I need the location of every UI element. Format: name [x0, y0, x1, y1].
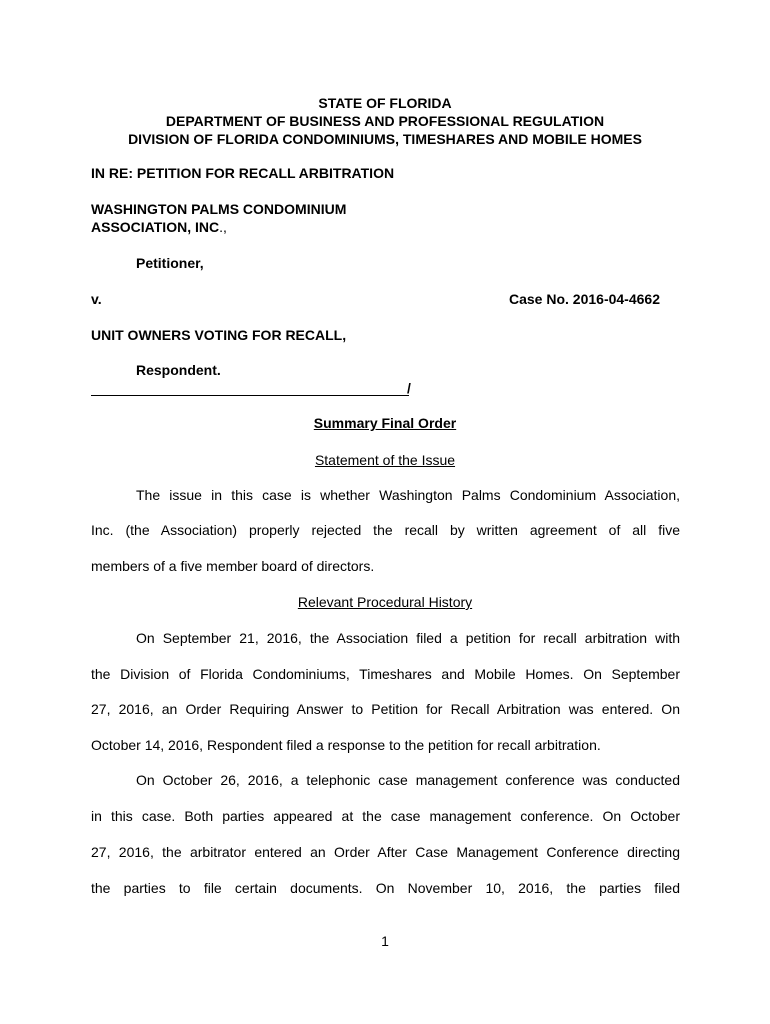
history-p1-line-2: the Division of Florida Condominiums, Timeshares and Mobile Homes. On September	[91, 666, 680, 682]
caption-separator-slash: /	[407, 380, 411, 396]
petitioner-name-line1: WASHINGTON PALMS CONDOMINIUM	[91, 201, 347, 217]
header-division: DIVISION OF FLORIDA CONDOMINIUMS, TIMESHARES AND MOBILE HOMES	[128, 131, 642, 147]
document-title: Summary Final Order	[313, 415, 457, 431]
petitioner-name-main: ASSOCIATION, INC	[91, 219, 220, 235]
section-heading-procedural-history: Relevant Procedural History	[297, 594, 473, 610]
history-p2-line-3: 27, 2016, the arbitrator entered an Order After Case Management Conference directing	[91, 844, 680, 860]
page-number: 1	[381, 933, 389, 949]
petitioner-role: Petitioner,	[136, 255, 204, 271]
issue-line-3: members of a five member board of directors.	[91, 558, 375, 574]
section-heading-issue: Statement of the Issue	[314, 452, 456, 468]
petitioner-name-suffix: .,	[219, 219, 227, 235]
history-p1-line-4: October 14, 2016, Respondent filed a response to the petition for recall arbitration.	[91, 737, 601, 753]
history-p1-line-3: 27, 2016, an Order Requiring Answer to Petition for Recall Arbitration was entered. On	[91, 701, 680, 717]
history-p1-line-1: On September 21, 2016, the Association filed a petition for recall arbitration with	[136, 630, 680, 646]
header-state: STATE OF FLORIDA	[318, 95, 452, 111]
respondent-name: UNIT OWNERS VOTING FOR RECALL,	[91, 327, 347, 343]
history-p2-line-2: in this case. Both parties appeared at the case management conference. On October	[91, 808, 680, 824]
petitioner-name-line2	[91, 219, 227, 235]
caption-separator-line	[91, 395, 409, 396]
history-p2-line-1: On October 26, 2016, a telephonic case management conference was conducted	[136, 772, 680, 788]
history-p2-line-4: the parties to file certain documents. On November 10, 2016, the parties filed	[91, 880, 680, 896]
versus: v.	[91, 291, 102, 307]
issue-line-1: The issue in this case is whether Washington Palms Condominium Association,	[136, 487, 680, 503]
header-department: DEPARTMENT OF BUSINESS AND PROFESSIONAL REGULATION	[165, 113, 605, 129]
case-number: Case No. 2016-04-4662	[509, 291, 660, 307]
issue-line-2: Inc. (the Association) properly rejected the recall by written agreement of all five	[91, 522, 680, 538]
respondent-role: Respondent.	[136, 362, 221, 378]
in-re-line: IN RE: PETITION FOR RECALL ARBITRATION	[91, 165, 395, 181]
